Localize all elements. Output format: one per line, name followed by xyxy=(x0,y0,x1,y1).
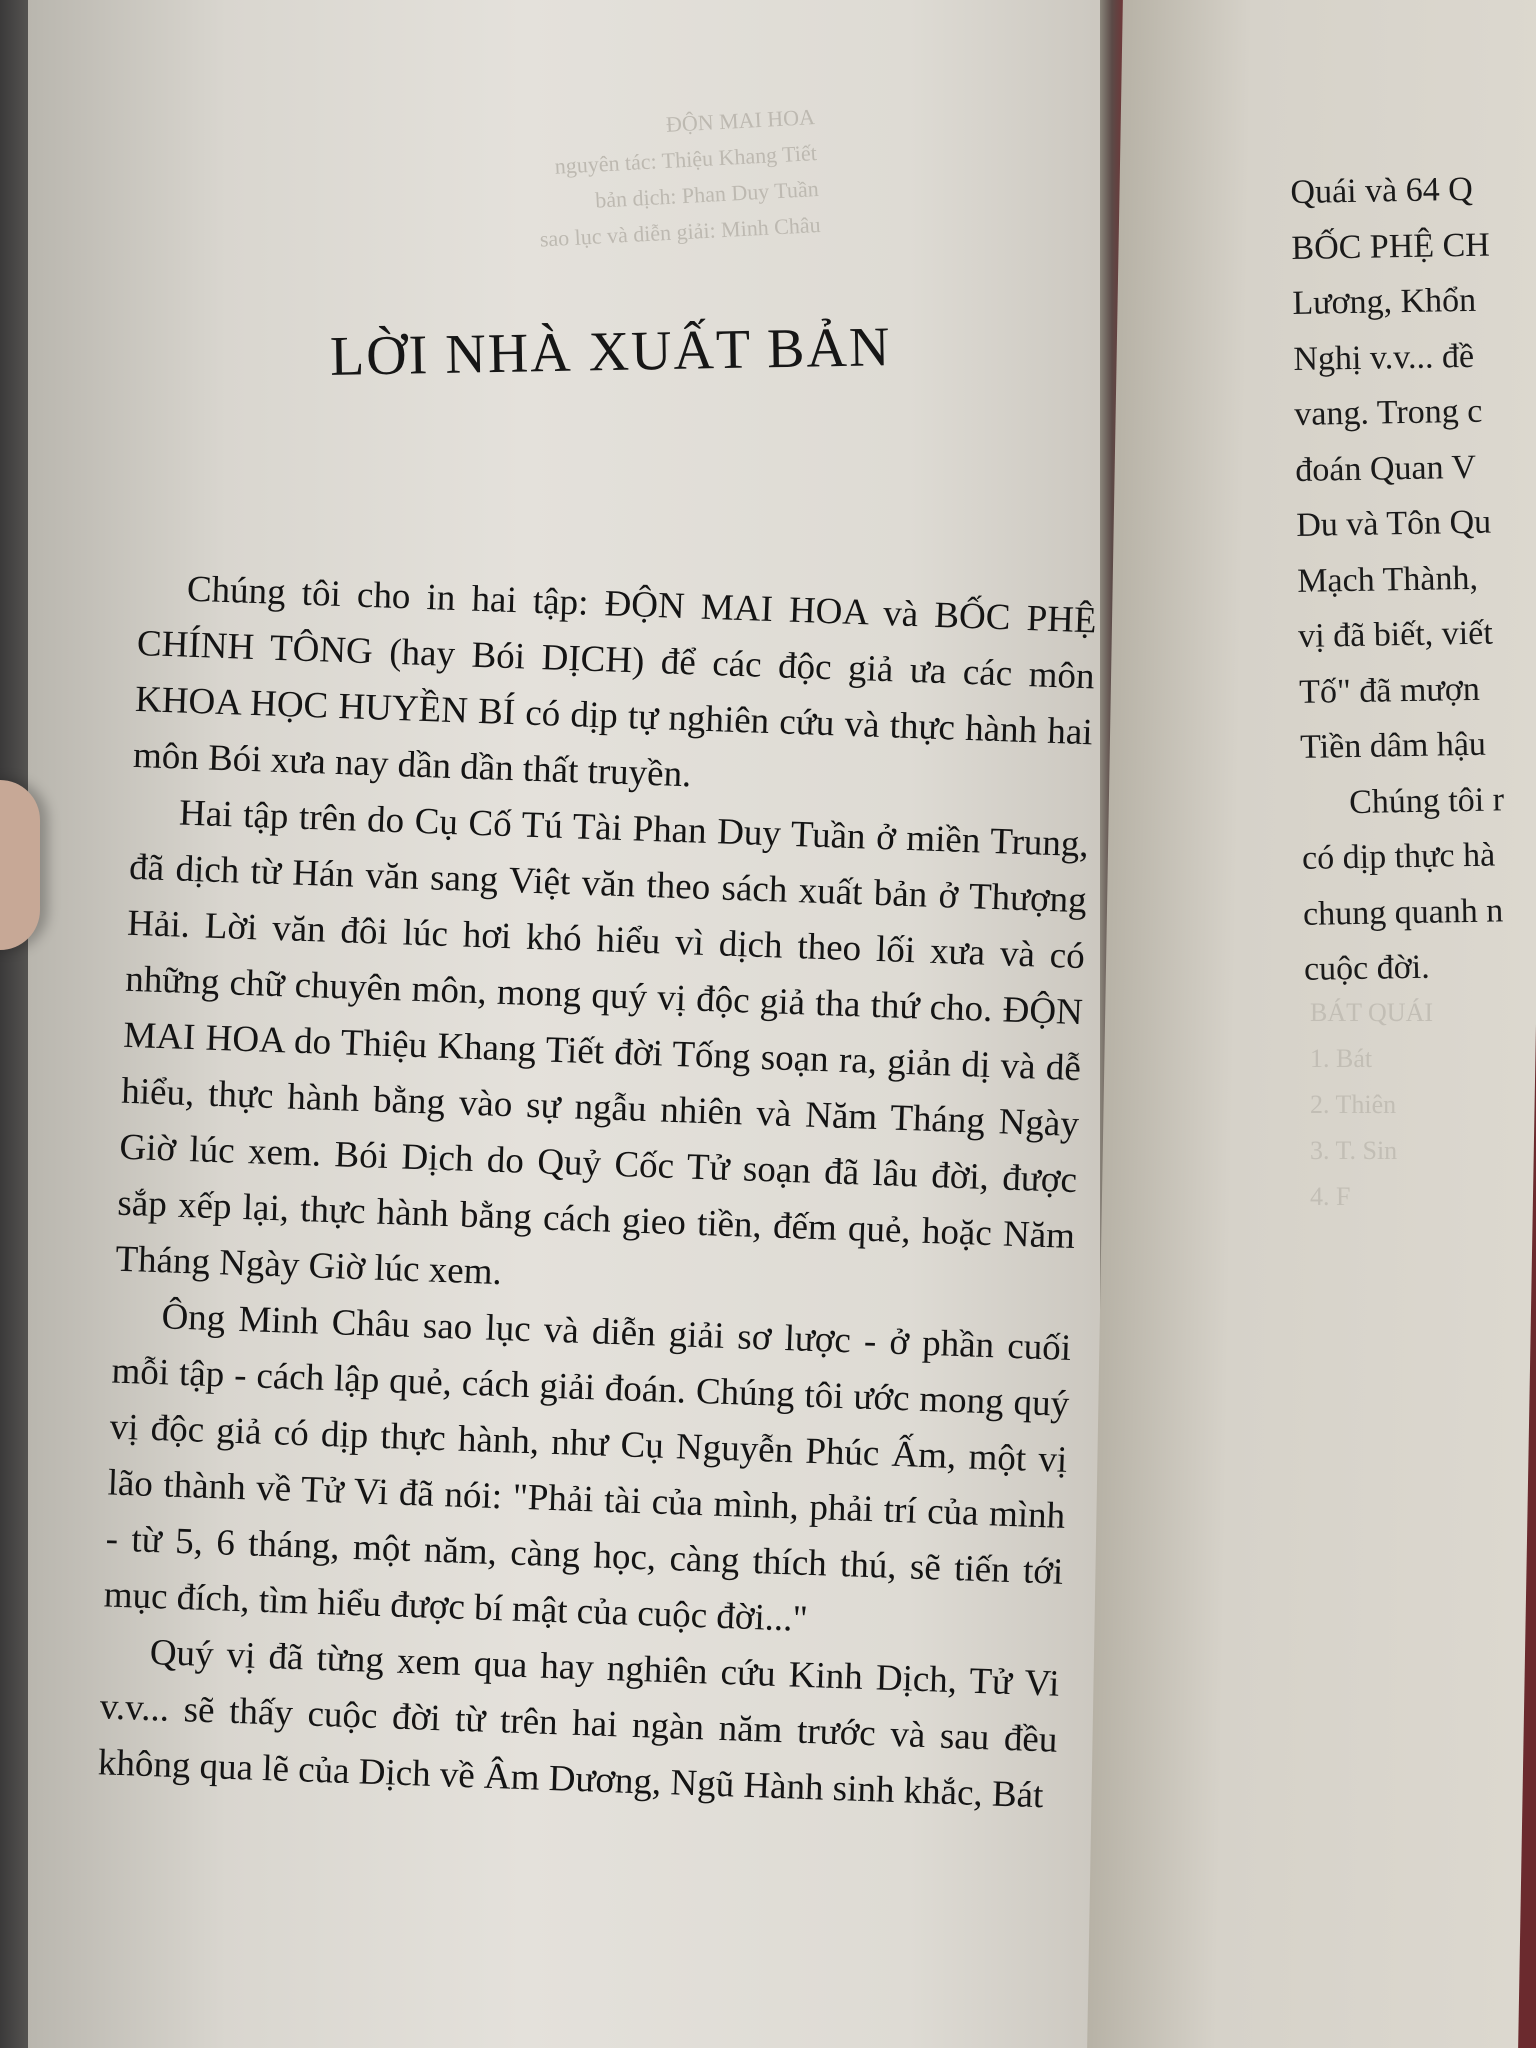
bleed-line: nguyên tác: Thiệu Khang Tiết xyxy=(554,140,818,179)
right-bleed-through xyxy=(1310,990,1536,1220)
bleed-line: BÁT QUÁI xyxy=(1310,998,1434,1027)
text-line: Tố" đã mượn xyxy=(1298,670,1481,711)
bleed-line: 4. F xyxy=(1310,1182,1351,1211)
text-line: Du và Tôn Qu xyxy=(1295,503,1492,544)
bleed-line: sao lục và diễn giải: Minh Châu xyxy=(539,211,822,252)
text-line: Quái và 64 Q xyxy=(1290,170,1474,211)
text-line: Lương, Khổn xyxy=(1292,281,1477,322)
text-line: chung quanh n xyxy=(1302,891,1504,933)
right-page-body xyxy=(1290,158,1536,997)
text-line: vị đã biết, viết xyxy=(1297,614,1494,655)
bleed-line: 3. T. Sin xyxy=(1310,1136,1398,1165)
bleed-line: ĐỘN MAI HOA xyxy=(665,104,816,137)
text-line: BỐC PHỆ CH xyxy=(1291,226,1491,267)
text-line: vang. Trong c xyxy=(1294,392,1483,433)
text-line: Nghị v.v... đề xyxy=(1293,337,1475,378)
paragraph: Chúng tôi cho in hai tập: ĐỘN MAI HOA và BỐC PHỆ CHÍNH TÔNG (hay Bói DỊCH) để các độc giả ưa các môn KHOA HỌC HUYỀN BÍ có dịp tự nghiên cứu và thực hành hai môn Bói xưa nay dần dần thất truyền. xyxy=(132,568,1098,796)
page-title: LỜI NHÀ XUẤT BẢN xyxy=(329,316,892,388)
text-line: Chúng tôi r xyxy=(1348,780,1505,821)
paragraph: Quý vị đã từng xem qua hay nghiên cứu Kinh Dịch, Tử Vi v.v... sẽ thấy cuộc đời từ trên hai ngàn năm trước và sau đều không qua lẽ của Dịch về Âm Dương, Ngũ Hành sinh khắc, Bát xyxy=(97,1632,1061,1817)
bleed-through-text xyxy=(395,99,822,265)
paragraph: Ông Minh Châu sao lục và diễn giải sơ lược - ở phần cuối mỗi tập - cách lập quẻ, cách giải đoán. Chúng tôi ước mong quý vị độc giả có dịp thực hành, như Cụ Nguyễn Phúc Ấm, một vị lão thành về Tử Vi đã nói: "Phải tài của mình, phải trí của mình - từ 5, 6 tháng, một năm, càng học, càng thích thú, sẽ tiến tới mục đích, tìm hiểu được bí mật của cuộc đời..." xyxy=(103,1296,1072,1640)
text-line: có dịp thực hà xyxy=(1301,836,1496,877)
bleed-line: 2. Thiên xyxy=(1310,1090,1397,1119)
thumb xyxy=(0,780,40,950)
left-page-body xyxy=(97,560,1097,1825)
paragraph: Hai tập trên do Cụ Cố Tú Tài Phan Duy Tuần ở miền Trung, đã dịch từ Hán văn sang Việt văn theo sách xuất bản ở Thượng Hải. Lời văn đôi lúc hơi khó hiểu vì dịch theo lối xưa và có những chữ chuyên môn, mong quý vị độc giả tha thứ cho. ĐỘN MAI HOA do Thiệu Khang Tiết đời Tống soạn ra, giản dị và dễ hiểu, thực hành bằng vào sự ngẫu nhiên và Năm Tháng Ngày Giờ lúc xem. Bói Dịch do Quỷ Cốc Tử soạn đã lâu đời, được sắp xếp lại, thực hành bằng cách gieo tiền, đếm quẻ, hoặc Năm Tháng Ngày Giờ lúc xem. xyxy=(114,792,1090,1294)
text-line: Mạch Thành, xyxy=(1296,559,1479,600)
bleed-line: 1. Bát xyxy=(1310,1044,1373,1073)
bleed-line: bản dịch: Phan Duy Tuần xyxy=(594,176,820,213)
text-line: Tiền dâm hậu xyxy=(1299,725,1487,766)
text-line: đoán Quan V xyxy=(1295,448,1477,489)
text-line: cuộc đời. xyxy=(1303,948,1430,988)
